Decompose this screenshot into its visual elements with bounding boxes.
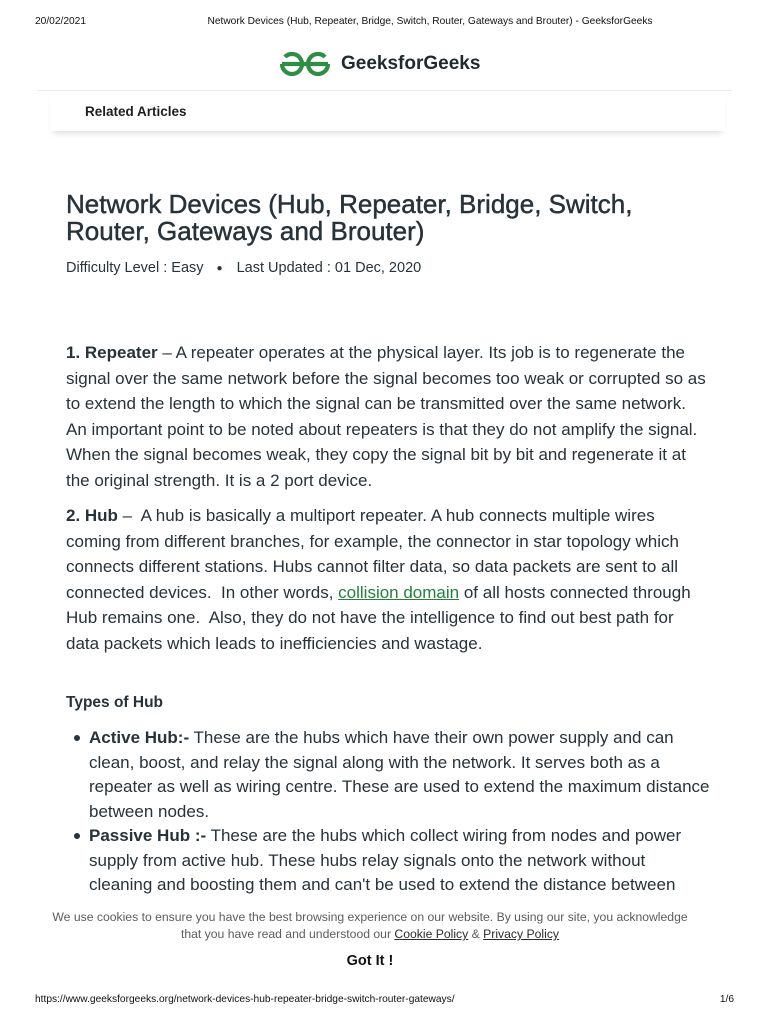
difficulty-level: Difficulty Level : Easy xyxy=(66,260,204,276)
collision-domain-link[interactable]: collision domain xyxy=(338,582,460,602)
cookie-policy-link[interactable]: Cookie Policy xyxy=(394,927,469,941)
site-logo[interactable] xyxy=(278,51,480,77)
list-line xyxy=(89,726,710,751)
cookie-notice-prefix: that you have read and understood our xyxy=(180,927,395,941)
list-item xyxy=(66,726,710,824)
hub-heading: 2. Hub xyxy=(66,506,118,525)
list-line: clean, boost, and relay the signal along with the network. It serves both as a xyxy=(89,752,660,772)
gfg-logo-icon xyxy=(278,52,332,76)
print-page-title: Network Devices (Hub, Repeater, Bridge, Switch, Router, Gateways and Brouter) - GeeksforGeeks xyxy=(207,16,653,27)
paragraph-line xyxy=(66,503,691,529)
got-it-button[interactable]: Got It ! xyxy=(346,953,394,969)
cookie-notice-joiner: & xyxy=(468,927,484,941)
paragraph-line: connects different stations. Hubs cannot filter data, so data packets are sent to all xyxy=(66,557,679,576)
article-meta xyxy=(66,259,421,278)
article-title-line: Network Devices (Hub, Repeater, Bridge, Switch, xyxy=(66,189,633,219)
passive-hub-label: Passive Hub :- xyxy=(89,826,207,845)
hub-paragraph xyxy=(66,503,691,656)
active-hub-label: Active Hub:- xyxy=(89,728,190,747)
paragraph-line xyxy=(66,580,691,606)
print-date: 20/02/2021 xyxy=(35,16,86,27)
list-line xyxy=(89,824,710,849)
paragraph-line: coming from different branches, for example, the connector in star topology which xyxy=(66,531,679,551)
paragraph-text: – A hub is basically a multiport repeater. A hub connects multiple wires xyxy=(117,506,655,525)
types-of-hub-heading: Types of Hub xyxy=(66,694,164,711)
list-text: These are the hubs which have their own power supply and can xyxy=(189,728,674,747)
list-line: repeater as well as wiring centre. These are used to extend the maximum distance xyxy=(89,777,710,796)
article-title xyxy=(66,191,632,245)
list-item xyxy=(66,824,710,898)
paragraph-text: of all hosts connected through xyxy=(459,582,691,602)
paragraph-line: to extend the length to which the signal can be transmitted over the same network. xyxy=(66,394,686,413)
paragraph-text: – A repeater operates at the physical layer. Its job is to regenerate the xyxy=(157,343,685,362)
bullet-icon xyxy=(74,735,80,741)
meta-separator-dot: ● xyxy=(216,263,223,274)
list-line: between nodes. xyxy=(89,801,210,821)
print-url: https://www.geeksforgeeks.org/network-devices-hub-repeater-bridge-switch-router-gateways/ xyxy=(35,994,455,1005)
logo-text: GeeksforGeeks xyxy=(341,53,481,74)
paragraph-text: connected devices. In other words, xyxy=(66,582,339,602)
repeater-heading: 1. Repeater xyxy=(66,343,158,362)
bullet-icon xyxy=(74,833,80,839)
paragraph-line: the original strength. It is a 2 port device. xyxy=(66,470,373,490)
related-articles-link[interactable]: Related Articles xyxy=(85,104,187,119)
paragraph-line: When the signal becomes weak, they copy the signal bit by bit and regenerate it at xyxy=(66,445,686,464)
hub-types-list xyxy=(66,726,710,898)
cookie-banner xyxy=(0,897,768,985)
list-line: supply from active hub. These hubs relay signals onto the network without xyxy=(89,850,646,870)
paragraph-line: Hub remains one. Also, they do not have the intelligence to find out best path for xyxy=(66,608,674,627)
article-nav-bar xyxy=(50,91,725,131)
list-text: These are the hubs which collect wiring from nodes and power xyxy=(206,826,682,845)
repeater-paragraph xyxy=(66,340,706,493)
cookie-notice-text xyxy=(0,926,740,943)
list-line: cleaning and boosting them and can't be used to extend the distance between xyxy=(89,875,676,894)
last-updated: Last Updated : 01 Dec, 2020 xyxy=(236,260,422,276)
paragraph-line xyxy=(66,340,706,366)
paragraph-line: data packets which leads to inefficiencies and wastage. xyxy=(66,633,483,653)
paragraph-line: An important point to be noted about repeaters is that they do not amplify the signal. xyxy=(66,419,698,439)
privacy-policy-link[interactable]: Privacy Policy xyxy=(483,927,560,941)
cookie-notice-text: We use cookies to ensure you have the best browsing experience on our website. By using our site, you acknowledge xyxy=(52,910,688,924)
article-title-line: Router, Gateways and Brouter) xyxy=(66,216,425,246)
paragraph-line: signal over the same network before the signal becomes too weak or corrupted so as xyxy=(66,368,706,388)
print-page-number: 1/6 xyxy=(719,994,734,1005)
